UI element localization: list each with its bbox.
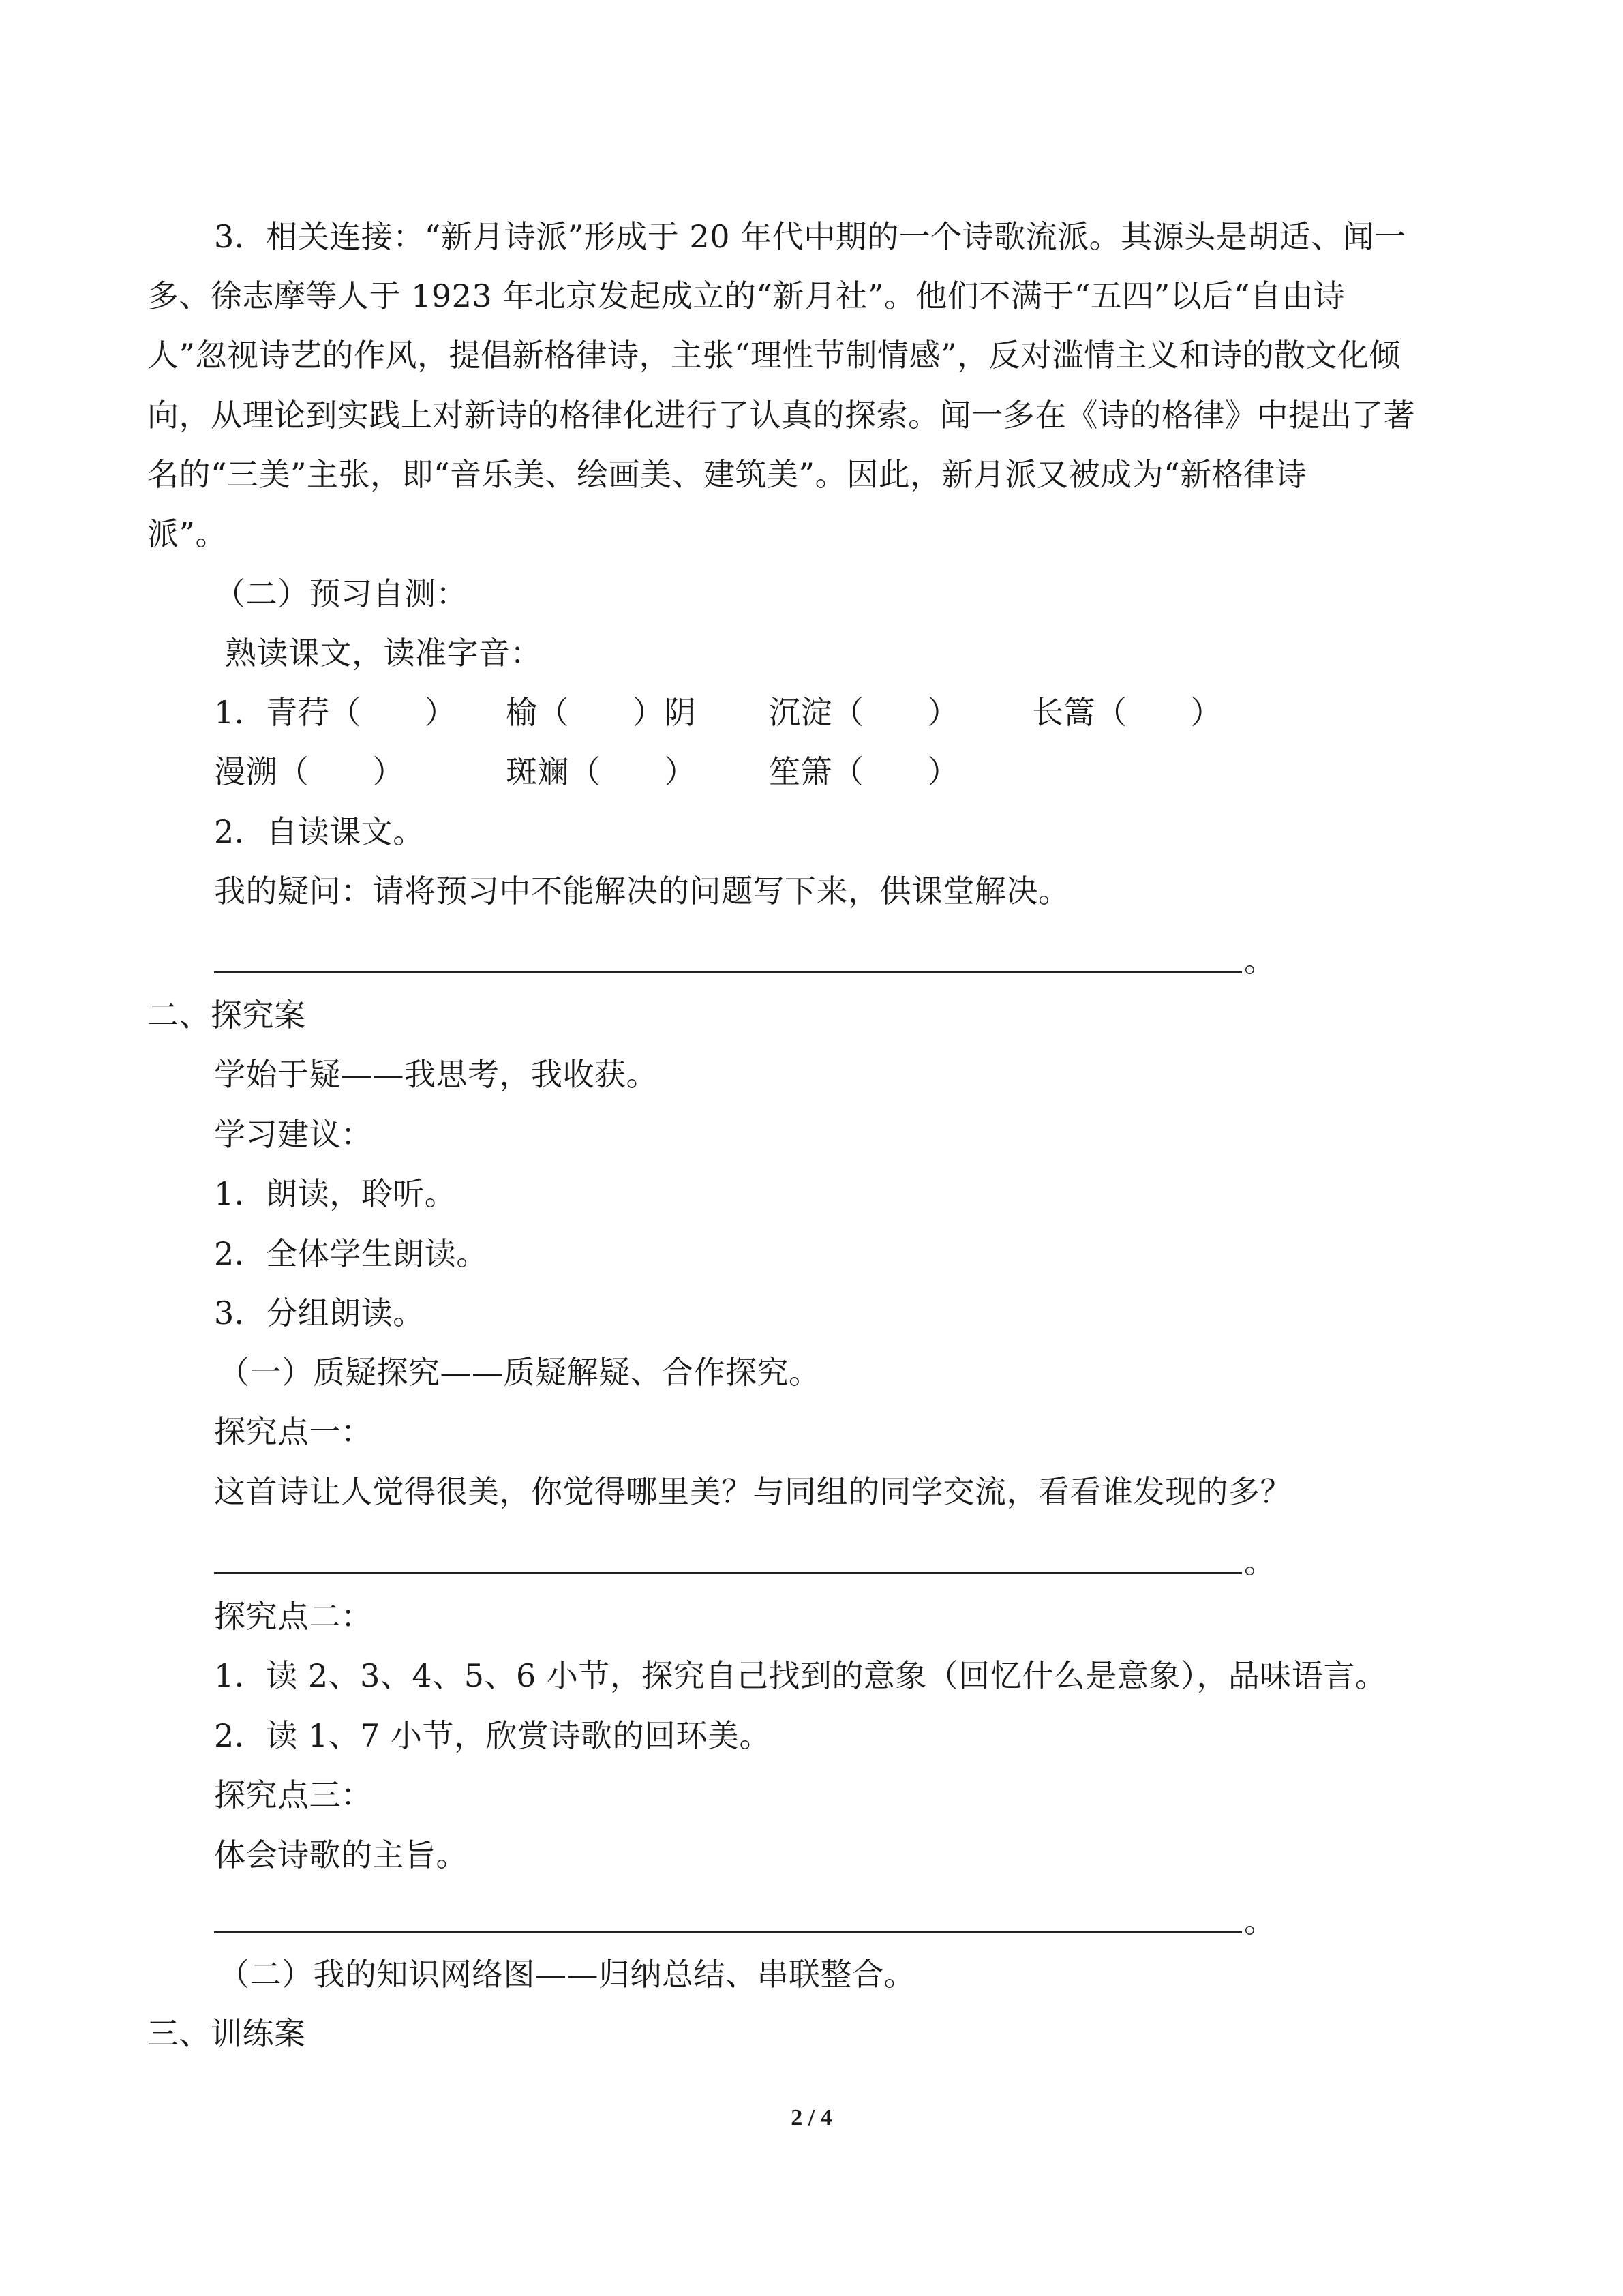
answer-line-period: 。 [1244,942,1275,979]
inquiry-heading: （一）质疑探究——质疑解疑、合作探究。 [218,1354,821,1391]
motto: 学始于疑——我思考，我收获。 [214,1056,658,1093]
pinyin-item: 斑斓（ ） [506,753,696,790]
answer-line-period: 。 [1244,1543,1275,1580]
answer-blank-line[interactable] [214,971,1242,973]
point2-title: 探究点二： [214,1598,373,1635]
section-3-title: 三、训练案 [147,2015,306,2052]
page-number: 2 / 4 [791,2105,832,2130]
point1-question: 这首诗让人觉得很美，你觉得哪里美？与同组的同学交流，看看谁发现的多？ [214,1473,1292,1510]
my-question-prompt: 我的疑问：请将预习中不能解决的问题写下来，供课堂解决。 [214,873,1070,909]
section-2-title: 二、探究案 [147,997,306,1033]
advice-item: 3．分组朗读。 [214,1295,425,1331]
point2-item: 2．读 1、7 小节，欣赏诗歌的回环美。 [214,1717,772,1754]
para3-line-4: 向，从理论到实践上对新诗的格律化进行了认真的探索。闻一多在《诗的格律》中提出了著 [147,397,1415,434]
self-read-item: 2．自读课文。 [214,813,425,850]
advice-item: 1．朗读，聆听。 [214,1175,457,1212]
pinyin-item: 笙箫（ ） [769,753,959,790]
answer-line-period: 。 [1244,1903,1275,1939]
answer-blank-line[interactable] [214,1572,1242,1574]
point1-title: 探究点一： [214,1413,373,1450]
pinyin-item: 长篙（ ） [1032,694,1222,731]
pinyin-item: 1．青荇（ ） [214,694,457,731]
para3-line-2: 多、徐志摩等人于 1923 年北京发起成立的“新月社”。他们不满于“五四”以后“自由诗 [147,277,1346,314]
para3-line-1: 3．相关连接：“新月诗派”形成于 20 年代中期的一个诗歌流派。其源头是胡适、闻一 [214,218,1406,255]
answer-blank-line[interactable] [214,1931,1242,1933]
para3-line-5: 名的“三美”主张，即“音乐美、绘画美、建筑美”。因此，新月派又被成为“新格律诗 [147,456,1307,493]
advice-item: 2．全体学生朗读。 [214,1235,488,1272]
point3-title: 探究点三： [214,1777,373,1813]
read-instruction: 熟读课文，读准字音： [225,635,542,671]
point2-item: 1．读 2、3、4、5、6 小节，探究自己找到的意象（回忆什么是意象），品味语言。 [214,1657,1387,1694]
para3-line-6: 派”。 [147,515,228,552]
para3-line-3: 人”忽视诗艺的作风，提倡新格律诗，主张“理性节制情感”，反对滥情主义和诗的散文化倾 [147,337,1401,374]
pinyin-item: 沉淀（ ） [769,694,959,731]
point3-text: 体会诗歌的主旨。 [214,1837,468,1873]
network-heading: （二）我的知识网络图——归纳总结、串联整合。 [218,1956,915,1993]
pinyin-item: 榆（ ）阴 [506,694,696,731]
preview-heading: （二）预习自测： [214,575,468,612]
advice-title: 学习建议： [214,1116,373,1153]
pinyin-item: 漫溯（ ） [214,753,404,790]
